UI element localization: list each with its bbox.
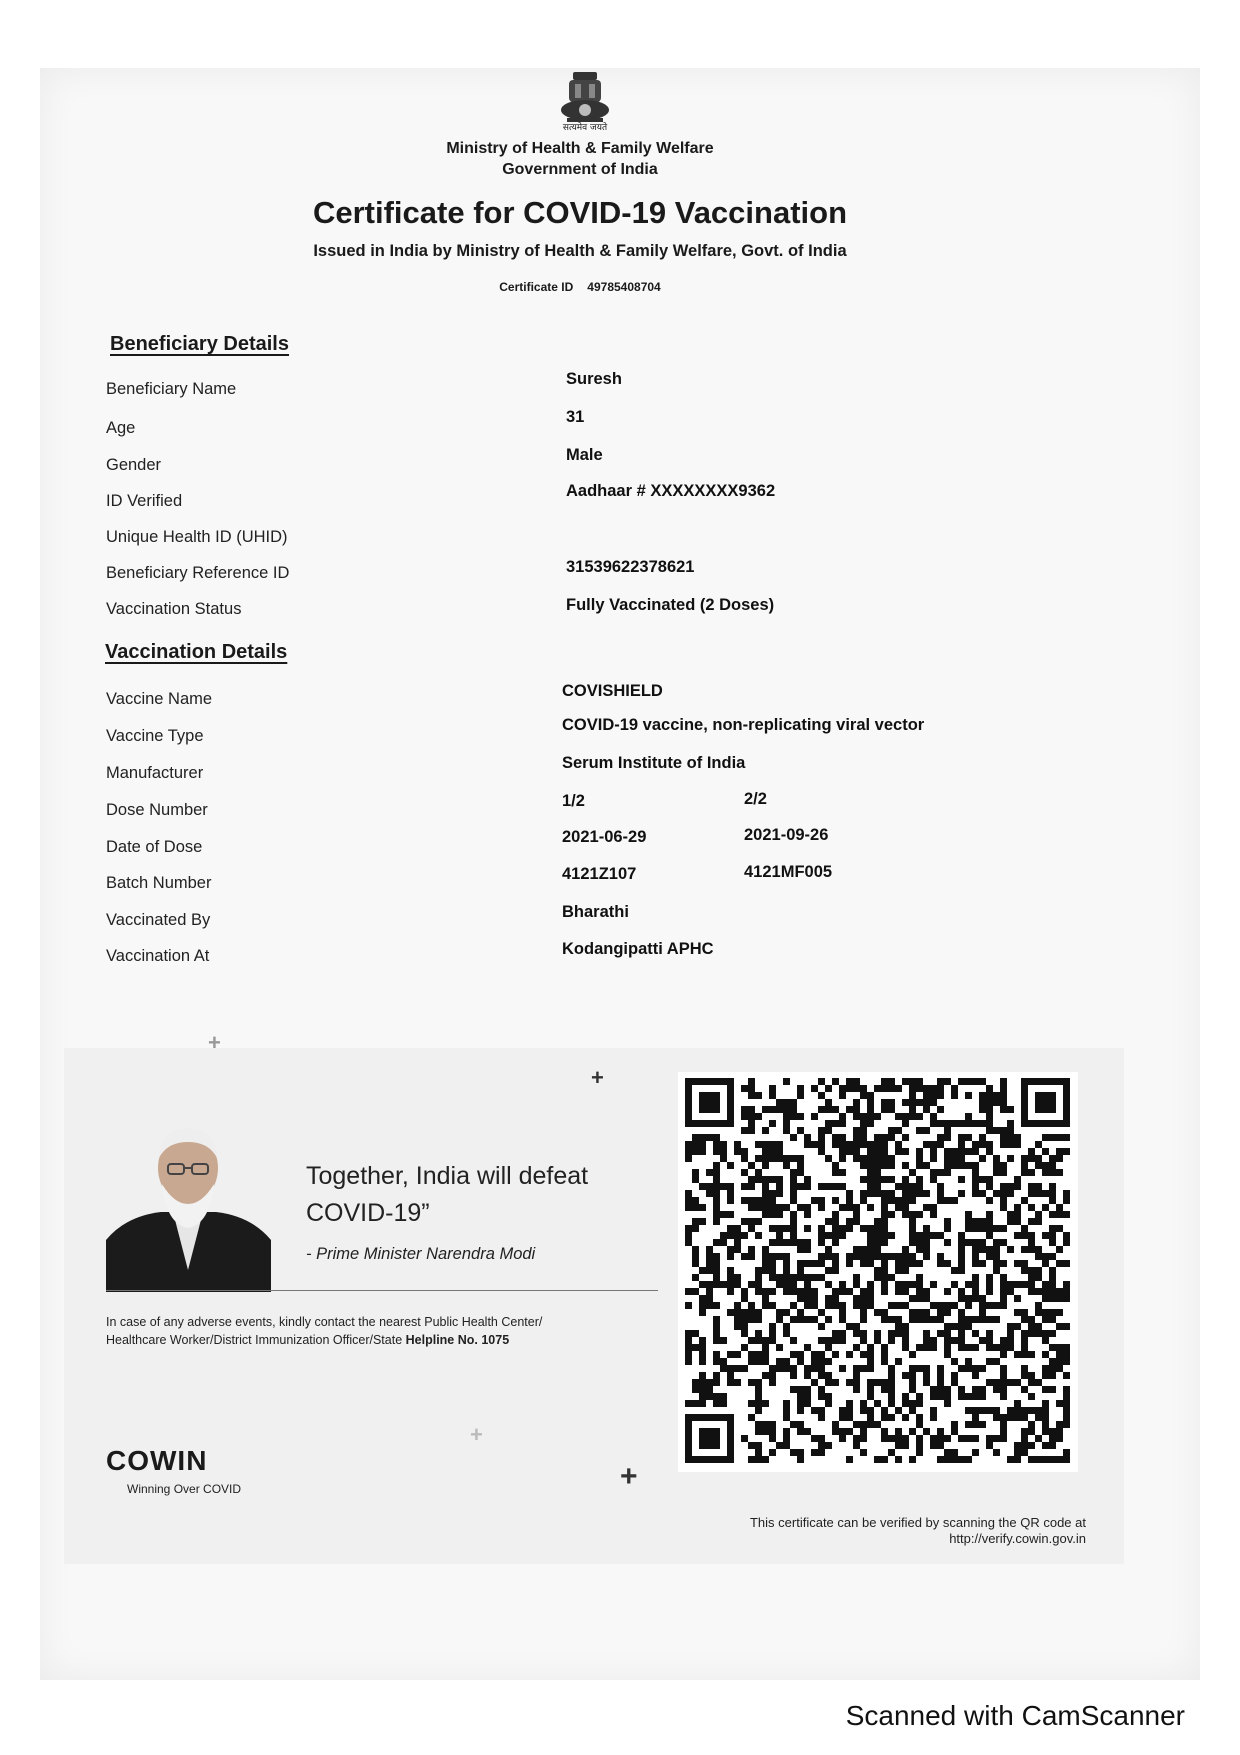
ministry-header — [0, 138, 1160, 180]
crosshair-mark: + — [208, 1030, 221, 1055]
adverse-events-notice — [106, 1313, 666, 1349]
uhid-label: Unique Health ID (UHID) — [106, 528, 288, 546]
verification-url[interactable]: http://verify.cowin.gov.in — [949, 1531, 1086, 1546]
dose-number-value-1: 1/2 — [562, 792, 585, 810]
pm-quote — [306, 1158, 636, 1232]
batch-number-label: Batch Number — [106, 874, 212, 892]
gender-label: Gender — [106, 456, 162, 474]
certificate-id-label: Certificate ID — [499, 280, 574, 294]
vaccination-status-label: Vaccination Status — [106, 600, 242, 618]
vaccination-status-value: Fully Vaccinated (2 Doses) — [566, 596, 775, 614]
crosshair-mark: + — [591, 1065, 604, 1090]
vaccination-at-value: Kodangipatti APHC — [562, 940, 714, 958]
beneficiary-reference-id-value: 31539622378621 — [566, 558, 695, 576]
beneficiary-name-value: Suresh — [566, 370, 622, 388]
qr-finder-center — [699, 1092, 720, 1113]
vaccinated-by-label: Vaccinated By — [106, 911, 211, 929]
age-label: Age — [106, 419, 136, 437]
id-verified-label: ID Verified — [106, 492, 183, 510]
date-of-dose-value-2: 2021-09-26 — [744, 826, 829, 844]
crosshair-mark: + — [620, 1460, 638, 1493]
adverse-notice-line-2 — [106, 1331, 666, 1349]
helpline-number: Helpline No. 1075 — [405, 1333, 510, 1347]
qr-finder-center — [1035, 1092, 1056, 1113]
vaccinated-by-value: Bharathi — [562, 903, 629, 921]
verification-notice — [660, 1515, 1086, 1547]
verification-qr-code[interactable] — [685, 1078, 1070, 1463]
camscanner-watermark: Scanned with CamScanner — [845, 1700, 1185, 1731]
age-value: 31 — [566, 408, 585, 426]
vaccination-at-label: Vaccination At — [106, 947, 210, 965]
beneficiary-details-heading: Beneficiary Details — [110, 333, 289, 355]
certificate-id-value: 49785408704 — [587, 280, 661, 294]
pm-quote-line-1: Together, India will defeat — [306, 1162, 589, 1190]
dose-number-label: Dose Number — [106, 801, 208, 819]
certificate-title: Certificate for COVID-19 Vaccination — [312, 195, 848, 230]
adverse-notice-text: Healthcare Worker/District Immunization Officer/State — [106, 1333, 406, 1347]
emblem-motto: सत्यमेव जयते — [562, 123, 608, 133]
batch-number-value-2: 4121MF005 — [744, 863, 833, 881]
ministry-name: Ministry of Health & Family Welfare — [446, 140, 714, 157]
beneficiary-name-label: Beneficiary Name — [106, 380, 237, 398]
adverse-notice-line-1: In case of any adverse events, kindly contact the nearest Public Health Center/ — [106, 1315, 543, 1329]
verification-notice-line-1: This certificate can be verified by scanning the QR code at — [749, 1515, 1086, 1530]
crosshair-mark: + — [470, 1422, 483, 1447]
date-of-dose-value-1: 2021-06-29 — [562, 828, 647, 846]
pm-quote-line-2: COVID-19” — [306, 1199, 430, 1227]
issued-by: Issued in India by Ministry of Health & Family Welfare, Govt. of India — [313, 242, 847, 260]
qr-finder-center — [699, 1428, 720, 1449]
vaccination-details-heading: Vaccination Details — [105, 641, 288, 663]
certificate-id — [0, 280, 1160, 294]
vaccine-name-value: COVISHIELD — [562, 682, 663, 700]
id-verified-value: Aadhaar # XXXXXXXX9362 — [566, 482, 776, 500]
pm-portrait-image — [106, 1120, 271, 1292]
beneficiary-reference-id-label: Beneficiary Reference ID — [106, 564, 290, 582]
batch-number-value-1: 4121Z107 — [562, 865, 637, 883]
vaccine-type-value: COVID-19 vaccine, non-replicating viral vector — [562, 716, 925, 734]
dose-number-value-2: 2/2 — [744, 790, 767, 808]
gender-value: Male — [566, 446, 603, 464]
government-name: Government of India — [502, 161, 658, 178]
manufacturer-value: Serum Institute of India — [562, 754, 746, 772]
date-of-dose-label: Date of Dose — [106, 838, 203, 856]
divider — [106, 1290, 658, 1291]
vaccine-type-label: Vaccine Type — [106, 727, 204, 745]
manufacturer-label: Manufacturer — [106, 764, 204, 782]
pm-quote-attribution: - Prime Minister Narendra Modi — [306, 1245, 536, 1263]
vaccine-name-label: Vaccine Name — [106, 690, 213, 708]
cowin-tagline: Winning Over COVID — [127, 1482, 242, 1496]
cowin-logo: COWIN — [106, 1445, 208, 1476]
